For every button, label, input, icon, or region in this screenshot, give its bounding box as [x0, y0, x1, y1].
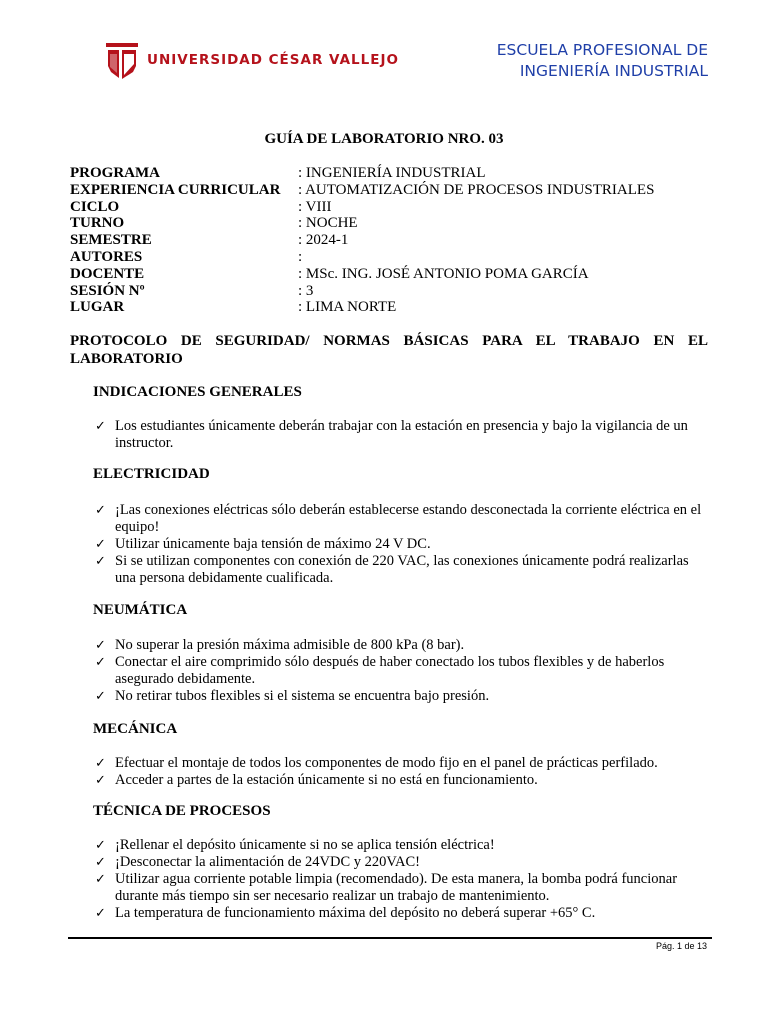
ucv-shield-icon [105, 40, 139, 80]
list-item [93, 637, 710, 654]
protocol-title: PROTOCOLO DE SEGURIDAD/ NORMAS BÁSICAS PARA EL TRABAJO EN EL LABORATORIO [70, 333, 708, 367]
meta-value: : 3 [298, 282, 314, 299]
list-item [93, 905, 710, 922]
checkmark-icon: ✓ [95, 838, 106, 853]
meta-key: AUTORES [70, 248, 143, 265]
list-item [93, 654, 710, 688]
list-item-text: Efectuar el montaje de todos los componentes de modo fijo en el panel de prácticas perfilado. [115, 755, 658, 771]
university-logo [105, 40, 399, 80]
school-name [497, 40, 708, 82]
list-item-text: Conectar el aire comprimido sólo después de haber conectado los tubos flexibles y de haberlos asegurado debidamente. [115, 654, 665, 687]
checkmark-icon: ✓ [95, 855, 106, 870]
meta-value: : INGENIERÍA INDUSTRIAL [298, 165, 486, 181]
checkmark-icon: ✓ [95, 503, 106, 518]
meta-value: : VIII [298, 198, 332, 215]
meta-row [70, 199, 654, 216]
list-item-text: ¡Las conexiones eléctricas sólo deberán establecerse estando desconectada la corriente eléctrica en el equipo! [115, 502, 702, 535]
meta-key: PROGRAMA [70, 165, 160, 181]
list-item [93, 772, 710, 789]
section-list [93, 637, 710, 705]
list-item [93, 502, 710, 536]
section-list [93, 418, 710, 452]
footer-divider [68, 937, 712, 939]
section-title: ELECTRICIDAD [93, 466, 210, 482]
school-line-2: INGENIERÍA INDUSTRIAL [519, 62, 708, 80]
meta-key: SEMESTRE [70, 232, 152, 249]
list-item-text: No superar la presión máxima admisible de 800 kPa (8 bar). [115, 637, 465, 653]
meta-value: : 2024-1 [298, 232, 349, 249]
list-item-text: La temperatura de funcionamiento máxima del depósito no deberá superar +65° C. [115, 905, 596, 921]
list-item-text: ¡Desconectar la alimentación de 24VDC y 220VAC! [115, 854, 420, 870]
list-item [93, 837, 710, 854]
meta-value: : AUTOMATIZACIÓN DE PROCESOS INDUSTRIALES [298, 181, 655, 198]
checkmark-icon: ✓ [95, 689, 106, 704]
meta-key: CICLO [70, 198, 120, 215]
list-item [93, 871, 710, 905]
list-item [93, 688, 710, 705]
list-item [93, 418, 710, 452]
list-item-text: Utilizar agua corriente potable limpia (recomendado). De esta manera, la bomba podrá funcionar durante más tiempo sin ser necesario realizar un trabajo de mantenimiento. [115, 871, 678, 904]
checkmark-icon: ✓ [95, 872, 106, 887]
section-title: TÉCNICA DE PROCESOS [93, 803, 271, 819]
checkmark-icon: ✓ [95, 419, 106, 434]
guide-title: GUÍA DE LABORATORIO NRO. 03 [264, 131, 504, 147]
meta-row [70, 232, 654, 249]
checkmark-icon: ✓ [95, 638, 106, 653]
list-item [93, 755, 710, 772]
meta-row [70, 266, 654, 283]
meta-value: : MSc. ING. JOSÉ ANTONIO POMA GARCÍA [298, 265, 589, 282]
meta-row [70, 283, 654, 300]
list-item [93, 536, 710, 553]
page-number: Pág. 1 de 13 [655, 941, 707, 951]
page-header [0, 0, 768, 100]
list-item [93, 553, 710, 587]
school-line-1: ESCUELA PROFESIONAL DE [496, 41, 708, 59]
checkmark-icon: ✓ [95, 537, 106, 552]
meta-key: LUGAR [70, 299, 125, 316]
checkmark-icon: ✓ [95, 773, 106, 788]
meta-row [70, 249, 654, 266]
meta-key: DOCENTE [70, 265, 145, 282]
checkmark-icon: ✓ [95, 554, 106, 569]
meta-key: SESIÓN Nº [70, 282, 145, 299]
list-item-text: ¡Rellenar el depósito únicamente si no se aplica tensión eléctrica! [115, 837, 495, 853]
section-title: MECÁNICA [93, 721, 178, 737]
list-item-text: Utilizar únicamente baja tensión de máximo 24 V DC. [115, 536, 431, 552]
meta-row [70, 165, 654, 182]
checkmark-icon: ✓ [95, 906, 106, 921]
meta-key: TURNO [70, 215, 125, 232]
university-name: UNIVERSIDAD CÉSAR VALLEJO [147, 52, 399, 68]
list-item [93, 854, 710, 871]
meta-row [70, 215, 654, 232]
section-list [93, 837, 710, 922]
section-title: INDICACIONES GENERALES [93, 384, 302, 400]
meta-row [70, 299, 654, 316]
section-list [93, 502, 710, 587]
meta-row [70, 182, 654, 199]
meta-value: : NOCHE [298, 215, 358, 232]
section-title: NEUMÁTICA [93, 602, 188, 618]
meta-value: : [298, 248, 303, 265]
list-item-text: No retirar tubos flexibles si el sistema se encuentra bajo presión. [115, 688, 490, 704]
list-item-text: Los estudiantes únicamente deberán trabajar con la estación en presencia y bajo la vigilancia de un instructor. [115, 418, 688, 451]
checkmark-icon: ✓ [95, 655, 106, 670]
section-list [93, 755, 710, 789]
meta-key: EXPERIENCIA CURRICULAR [70, 181, 281, 198]
list-item-text: Acceder a partes de la estación únicamente si no está en funcionamiento. [115, 772, 538, 788]
checkmark-icon: ✓ [95, 756, 106, 771]
guide-metadata [70, 165, 654, 316]
meta-value: : LIMA NORTE [298, 299, 397, 316]
list-item-text: Si se utilizan componentes con conexión de 220 VAC, las conexiones únicamente podrá realizarlas una persona debidamente cualificada. [115, 553, 689, 586]
